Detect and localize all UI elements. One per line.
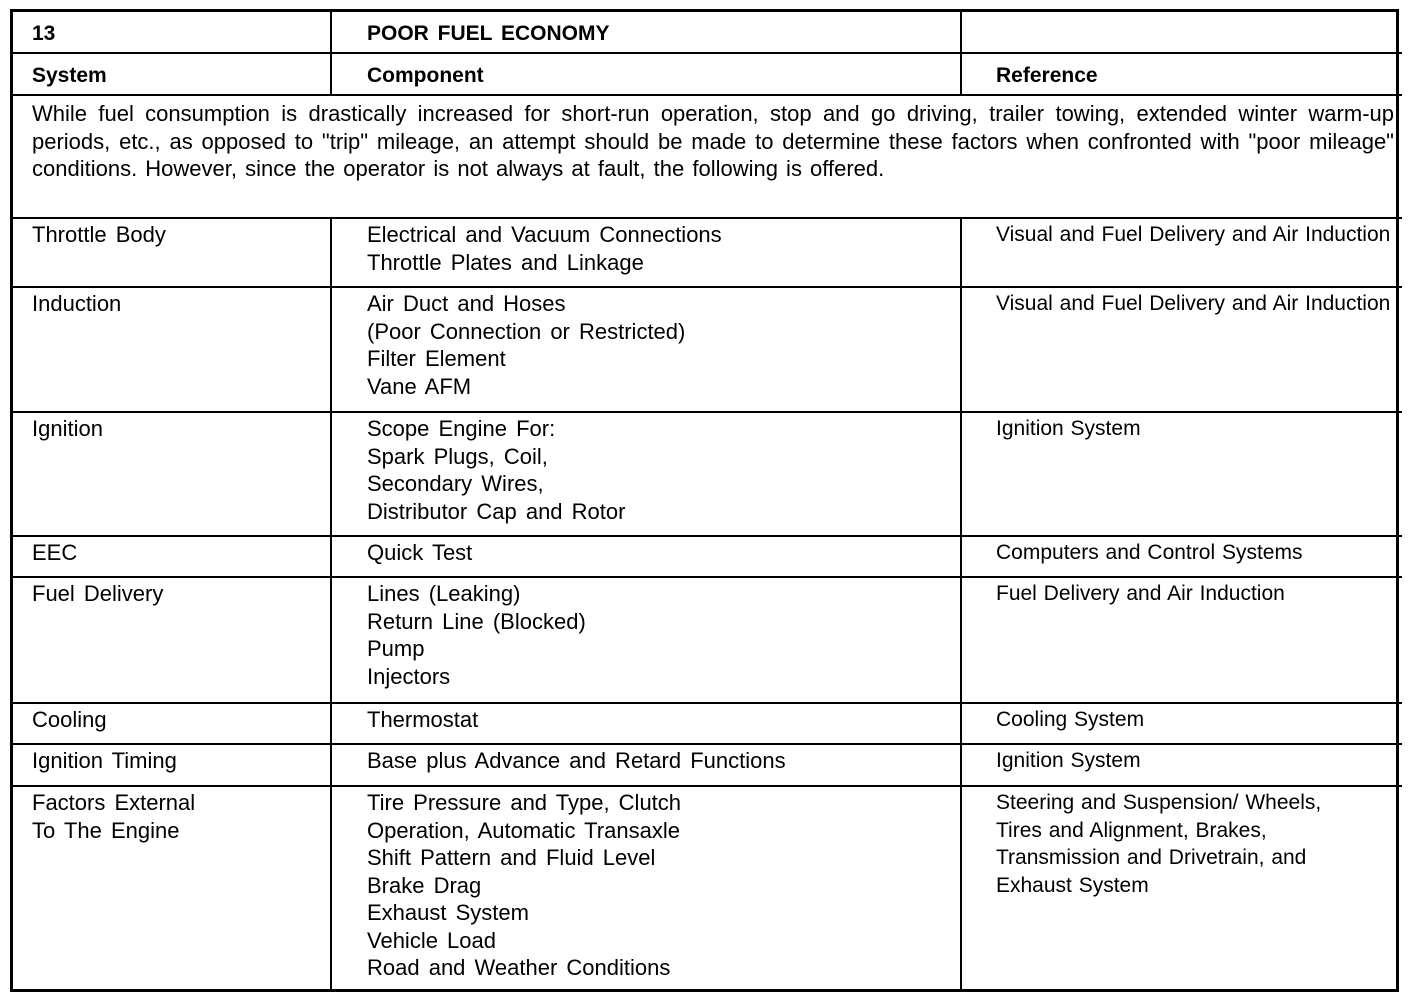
system-name: Ignition <box>32 416 103 441</box>
system-cell <box>13 536 331 577</box>
component-line: Thermostat <box>367 707 479 732</box>
diagnosis-table-sheet <box>10 9 1399 992</box>
component-cell <box>331 412 961 536</box>
table-row-ignition-timing <box>13 744 1402 786</box>
component-cell <box>331 786 961 989</box>
title-row-blank-cell <box>961 12 1402 53</box>
system-name: Fuel Delivery <box>32 581 164 606</box>
component-line: (Poor Connection or Restricted) <box>367 318 686 344</box>
column-header-system: System <box>13 53 331 95</box>
reference-text: Ignition System <box>996 749 1141 772</box>
system-name: EEC <box>32 540 78 565</box>
component-line: Shift Pattern and Fluid Level <box>367 845 656 870</box>
table-row-induction <box>13 287 1402 412</box>
component-line: Exhaust System <box>367 900 529 925</box>
reference-cell <box>961 744 1402 786</box>
reference-line: Tires and Alignment, Brakes, <box>996 818 1267 842</box>
reference-cell <box>961 577 1402 703</box>
intro-row <box>13 95 1402 218</box>
system-cell <box>13 218 331 287</box>
component-line: Filter Element <box>367 346 506 371</box>
reference-line: Steering and Suspension/ Wheels, <box>996 791 1322 814</box>
table-row-ignition <box>13 412 1402 536</box>
chart-title: POOR FUEL ECONOMY <box>331 12 961 53</box>
system-name: Factors External <box>32 790 196 815</box>
component-cell <box>331 744 961 786</box>
reference-cell <box>961 287 1402 412</box>
component-cell <box>331 218 961 287</box>
component-line: Throttle Plates and Linkage <box>367 249 644 275</box>
chart-number: 13 <box>13 12 331 53</box>
reference-text: Computers and Control Systems <box>996 541 1303 564</box>
system-name: Cooling <box>32 707 107 732</box>
reference-text: Fuel Delivery and Air Induction <box>996 582 1285 605</box>
column-header-reference: Reference <box>961 53 1402 95</box>
reference-cell <box>961 786 1402 989</box>
component-line: Tire Pressure and Type, Clutch <box>367 790 682 815</box>
system-name: Throttle Body <box>32 222 166 247</box>
component-cell <box>331 287 961 412</box>
system-cell <box>13 786 331 989</box>
table-row-throttle-body <box>13 218 1402 287</box>
table-row-eec <box>13 536 1402 577</box>
system-cell <box>13 744 331 786</box>
system-cell <box>13 577 331 703</box>
reference-cell <box>961 218 1402 287</box>
table-row-cooling <box>13 703 1402 744</box>
component-line: Spark Plugs, Coil, <box>367 443 548 469</box>
component-line: Air Duct and Hoses <box>367 291 566 316</box>
reference-cell <box>961 703 1402 744</box>
column-header-component: Component <box>331 53 961 95</box>
diagnosis-table <box>13 12 1402 989</box>
intro-paragraph: While fuel consumption is drastically increased for short-run operation, stop and go driving, trailer towing, extended winter warm-up periods, etc., as opposed to "trip" mileage, an attempt should be made to determine these factors when confronted with "poor mileage" conditions. However, since the operator is not always at fault, the following is offered. <box>13 95 1402 218</box>
component-line: Electrical and Vacuum Connections <box>367 222 722 247</box>
component-line: Road and Weather Conditions <box>367 955 671 980</box>
reference-line: Transmission and Drivetrain, and <box>996 846 1307 869</box>
reference-text: Visual and Fuel Delivery and Air Induction <box>996 292 1391 315</box>
component-line: Injectors <box>367 663 451 689</box>
component-line: Lines (Leaking) <box>367 581 521 606</box>
component-line: Pump <box>367 636 425 661</box>
system-cell <box>13 703 331 744</box>
system-name: Ignition Timing <box>32 748 177 773</box>
system-name: To The Engine <box>32 817 180 843</box>
title-row <box>13 12 1402 53</box>
system-cell <box>13 412 331 536</box>
component-line: Distributor Cap and Rotor <box>367 498 626 524</box>
system-cell <box>13 287 331 412</box>
reference-text: Cooling System <box>996 708 1145 731</box>
component-line: Vane AFM <box>367 373 472 399</box>
component-line: Quick Test <box>367 540 473 565</box>
table-row-fuel-delivery <box>13 577 1402 703</box>
component-line: Return Line (Blocked) <box>367 608 586 634</box>
component-cell <box>331 577 961 703</box>
component-line: Vehicle Load <box>367 927 496 953</box>
reference-cell <box>961 412 1402 536</box>
reference-text: Visual and Fuel Delivery and Air Induction <box>996 223 1391 246</box>
component-line: Scope Engine For: <box>367 416 556 441</box>
component-cell <box>331 536 961 577</box>
system-name: Induction <box>32 291 122 316</box>
component-line: Brake Drag <box>367 872 482 898</box>
component-cell <box>331 703 961 744</box>
column-header-row <box>13 53 1402 95</box>
component-line: Base plus Advance and Retard Functions <box>367 748 786 773</box>
reference-cell <box>961 536 1402 577</box>
reference-text: Ignition System <box>996 417 1141 440</box>
table-row-factors-external <box>13 786 1402 989</box>
reference-line: Exhaust System <box>996 873 1149 897</box>
component-line: Secondary Wires, <box>367 471 544 496</box>
component-line: Operation, Automatic Transaxle <box>367 817 680 843</box>
